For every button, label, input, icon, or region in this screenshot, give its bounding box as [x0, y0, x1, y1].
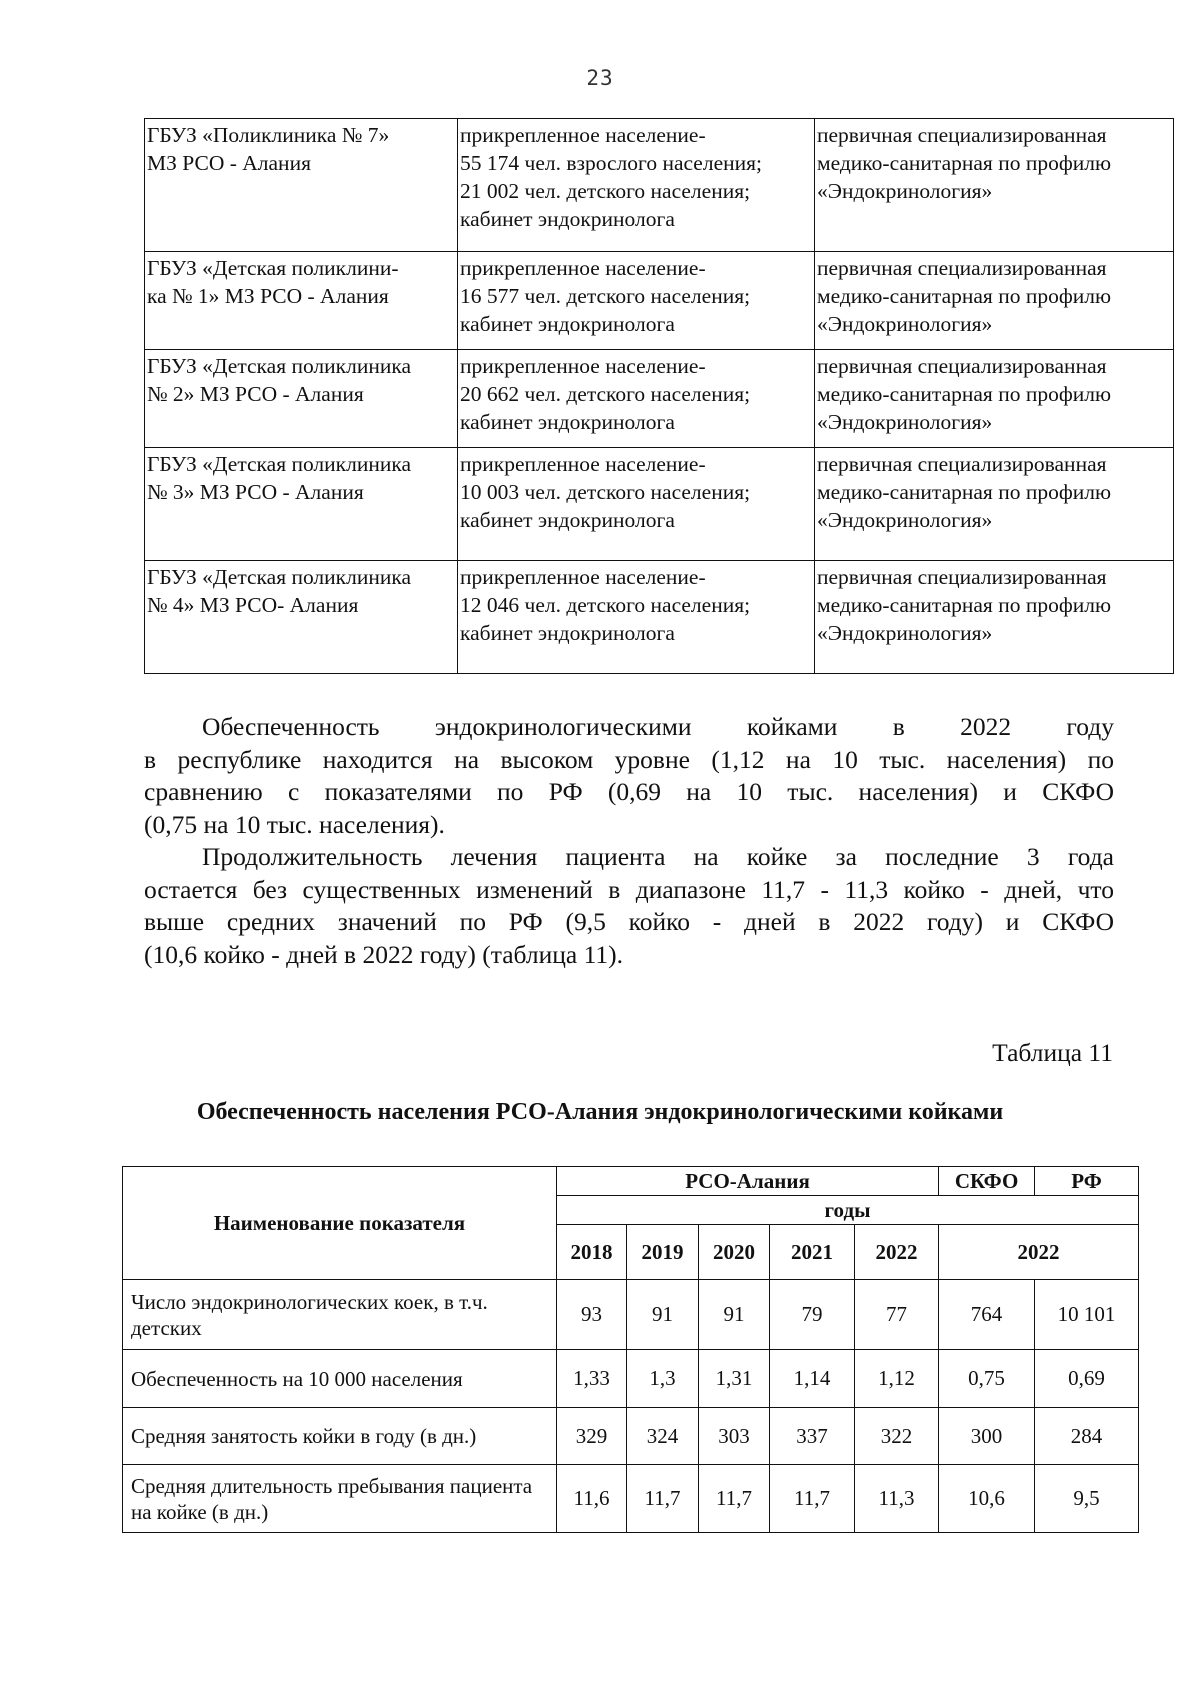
care-profile-line: медико-санитарная по профилю	[817, 382, 1112, 406]
year-header: 2022	[855, 1225, 939, 1280]
care-profile-line: «Эндокринология»	[817, 179, 993, 203]
paragraph-treatment-duration	[144, 841, 1114, 971]
value-cell: 9,5	[1035, 1465, 1139, 1533]
institution-name-line: № 3» МЗ РСО - Алания	[147, 480, 364, 504]
attached-population-cell	[458, 561, 815, 674]
table-row	[123, 1465, 1139, 1533]
paragraph-line: выше средних значений по РФ (9,5 койко - дней в 2022 году) и СКФО	[144, 907, 1114, 936]
value-cell: 1,14	[770, 1350, 855, 1408]
institution-row	[145, 252, 1174, 350]
attached-population-line: кабинет эндокринолога	[460, 410, 675, 434]
paragraph-line: (0,75 на 10 тыс. населения).	[144, 809, 445, 839]
care-profile-line: первичная специализированная	[817, 452, 1107, 476]
value-cell: 329	[557, 1408, 627, 1465]
value-cell: 1,3	[627, 1350, 699, 1408]
value-cell: 1,33	[557, 1350, 627, 1408]
attached-population-line: 21 002 чел. детского населения;	[460, 179, 751, 203]
care-profile-line: первичная специализированная	[817, 565, 1107, 589]
value-cell: 11,7	[699, 1465, 770, 1533]
value-cell: 91	[699, 1280, 770, 1350]
table-label: Таблица 11	[992, 1038, 1113, 1067]
compare-year-header: 2022	[939, 1225, 1139, 1280]
paragraph-line: Обеспеченность эндокринологическими койками в 2022 году	[202, 712, 1114, 741]
value-cell: 11,3	[855, 1465, 939, 1533]
institution-row	[145, 119, 1174, 252]
attached-population-line: прикрепленное население-	[460, 354, 706, 378]
institution-name-line: ГБУЗ «Детская поликлини-	[147, 256, 399, 280]
value-cell: 79	[770, 1280, 855, 1350]
indicator-label: Число эндокринологических коек, в т.ч. детских	[123, 1280, 557, 1350]
care-profile-cell	[815, 561, 1174, 674]
paragraph-line: остается без существенных изменений в диапазоне 11,7 - 11,3 койко - дней, что	[144, 874, 1114, 904]
care-profile-line: медико-санитарная по профилю	[817, 151, 1112, 175]
attached-population-line: прикрепленное население-	[460, 256, 706, 280]
institutions-table	[144, 118, 1174, 674]
care-profile-line: медико-санитарная по профилю	[817, 480, 1112, 504]
beds-table	[122, 1166, 1139, 1533]
care-profile-cell	[815, 350, 1174, 448]
value-cell: 0,69	[1035, 1350, 1139, 1408]
care-profile-line: «Эндокринология»	[817, 621, 993, 645]
care-profile-cell	[815, 119, 1174, 252]
care-profile-line: медико-санитарная по профилю	[817, 593, 1112, 617]
attached-population-cell	[458, 119, 815, 252]
year-header: 2018	[557, 1225, 627, 1280]
institution-name-line: ГБУЗ «Детская поликлиника	[147, 565, 412, 589]
rso-header: РСО-Алания	[557, 1167, 939, 1196]
value-cell: 322	[855, 1408, 939, 1465]
institution-row	[145, 561, 1174, 674]
attached-population-line: 12 046 чел. детского населения;	[460, 593, 751, 617]
attached-population-line: кабинет эндокринолога	[460, 621, 675, 645]
institution-name-line: ка № 1» МЗ РСО - Алания	[147, 284, 389, 308]
value-cell: 764	[939, 1280, 1035, 1350]
attached-population-cell	[458, 448, 815, 561]
value-cell: 91	[627, 1280, 699, 1350]
rf-header: РФ	[1035, 1167, 1139, 1196]
attached-population-line: прикрепленное население-	[460, 123, 706, 147]
care-profile-line: первичная специализированная	[817, 123, 1107, 147]
table-title: Обеспеченность населения РСО-Алания эндокринологическими койками	[196, 1099, 1004, 1125]
year-header: 2019	[627, 1225, 699, 1280]
value-cell: 10 101	[1035, 1280, 1139, 1350]
indicator-label: Средняя длительность пребывания пациента на койке (в дн.)	[123, 1465, 557, 1533]
year-header: 2020	[699, 1225, 770, 1280]
value-cell: 11,6	[557, 1465, 627, 1533]
paragraph-line: сравнению с показателями по РФ (0,69 на 10 тыс. населения) и СКФО	[144, 777, 1114, 806]
attached-population-line: 20 662 чел. детского населения;	[460, 382, 751, 406]
institution-name-line: ГБУЗ «Детская поликлиника	[147, 452, 412, 476]
attached-population-cell	[458, 252, 815, 350]
value-cell: 1,12	[855, 1350, 939, 1408]
table-row	[123, 1350, 1139, 1408]
institution-name-line: МЗ РСО - Алания	[147, 151, 311, 175]
institution-row	[145, 350, 1174, 448]
care-profile-line: первичная специализированная	[817, 256, 1107, 280]
value-cell: 284	[1035, 1408, 1139, 1465]
indicator-label: Средняя занятость койки в году (в дн.)	[123, 1408, 557, 1465]
skfo-header: СКФО	[939, 1167, 1035, 1196]
attached-population-line: кабинет эндокринолога	[460, 312, 675, 336]
attached-population-line: 16 577 чел. детского населения;	[460, 284, 751, 308]
indicator-header: Наименование показателя	[123, 1167, 557, 1280]
page-number: 23	[586, 66, 614, 90]
attached-population-cell	[458, 350, 815, 448]
institution-name-cell	[145, 448, 458, 561]
care-profile-line: «Эндокринология»	[817, 508, 993, 532]
attached-population-line: кабинет эндокринолога	[460, 508, 675, 532]
institution-name-line: № 4» МЗ РСО- Алания	[147, 593, 359, 617]
paragraph-line: Продолжительность лечения пациента на койке за последние 3 года	[202, 842, 1114, 871]
institution-row	[145, 448, 1174, 561]
attached-population-line: 55 174 чел. взрослого населения;	[460, 151, 762, 175]
value-cell: 0,75	[939, 1350, 1035, 1408]
attached-population-line: 10 003 чел. детского населения;	[460, 480, 751, 504]
institution-name-cell	[145, 252, 458, 350]
care-profile-line: «Эндокринология»	[817, 312, 993, 336]
value-cell: 300	[939, 1408, 1035, 1465]
care-profile-line: «Эндокринология»	[817, 410, 993, 434]
paragraph-line: (10,6 койко - дней в 2022 году) (таблица 11).	[144, 939, 623, 969]
paragraph-line: в республике находится на высоком уровне (1,12 на 10 тыс. населения) по	[144, 744, 1114, 774]
value-cell: 1,31	[699, 1350, 770, 1408]
value-cell: 303	[699, 1408, 770, 1465]
attached-population-line: прикрепленное население-	[460, 565, 706, 589]
year-header: 2021	[770, 1225, 855, 1280]
care-profile-cell	[815, 252, 1174, 350]
years-header: годы	[557, 1196, 1139, 1225]
table-row	[123, 1408, 1139, 1465]
care-profile-line: первичная специализированная	[817, 354, 1107, 378]
value-cell: 10,6	[939, 1465, 1035, 1533]
value-cell: 11,7	[627, 1465, 699, 1533]
value-cell: 93	[557, 1280, 627, 1350]
institution-name-line: ГБУЗ «Детская поликлиника	[147, 354, 412, 378]
care-profile-cell	[815, 448, 1174, 561]
paragraph-bed-availability	[144, 711, 1114, 841]
attached-population-line: прикрепленное население-	[460, 452, 706, 476]
table-row	[123, 1280, 1139, 1350]
institution-name-cell	[145, 119, 458, 252]
value-cell: 77	[855, 1280, 939, 1350]
value-cell: 324	[627, 1408, 699, 1465]
institution-name-cell	[145, 350, 458, 448]
care-profile-line: медико-санитарная по профилю	[817, 284, 1112, 308]
institution-name-line: ГБУЗ «Поликлиника № 7»	[147, 123, 390, 147]
institution-name-cell	[145, 561, 458, 674]
value-cell: 11,7	[770, 1465, 855, 1533]
value-cell: 337	[770, 1408, 855, 1465]
indicator-label: Обеспеченность на 10 000 населения	[123, 1350, 557, 1408]
attached-population-line: кабинет эндокринолога	[460, 207, 675, 231]
institution-name-line: № 2» МЗ РСО - Алания	[147, 382, 364, 406]
